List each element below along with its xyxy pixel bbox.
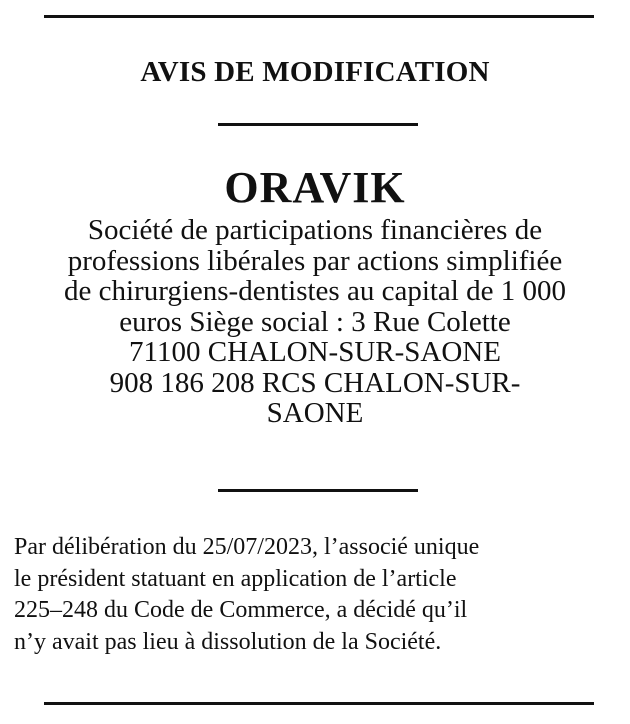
bottom-rule: [44, 702, 594, 705]
notice-body-line: 225–248 du Code de Commerce, a décidé qu’il: [14, 597, 468, 623]
company-details-line: professions libérales par actions simplifiée: [67, 244, 563, 277]
separator-rule-upper: [218, 123, 418, 126]
company-details-line: SAONE: [266, 397, 364, 429]
notice-body-line: Par délibération du 25/07/2023, l’associé unique: [14, 534, 480, 560]
notice-body: [14, 532, 620, 658]
company-details-line: Société de participations financières de: [87, 214, 543, 246]
notice-body-line: le président statuant en application de l’article: [14, 565, 457, 592]
company-details-line: 71100 CHALON-SUR-SAONE: [129, 336, 501, 368]
separator-rule-lower: [218, 489, 418, 492]
top-rule: [44, 15, 594, 18]
company-details-line: de chirurgiens-dentistes au capital de 1 000: [64, 275, 566, 307]
company-name: ORAVIK: [224, 163, 406, 212]
company-details-line: 908 186 208 RCS CHALON-SUR-: [109, 366, 521, 399]
company-details: [8, 215, 622, 429]
notice-body-line: n’y avait pas lieu à dissolution de la Société.: [14, 628, 442, 655]
company-details-line: euros Siège social : 3 Rue Colette: [119, 305, 511, 338]
notice-type-heading: AVIS DE MODIFICATION: [140, 56, 490, 88]
